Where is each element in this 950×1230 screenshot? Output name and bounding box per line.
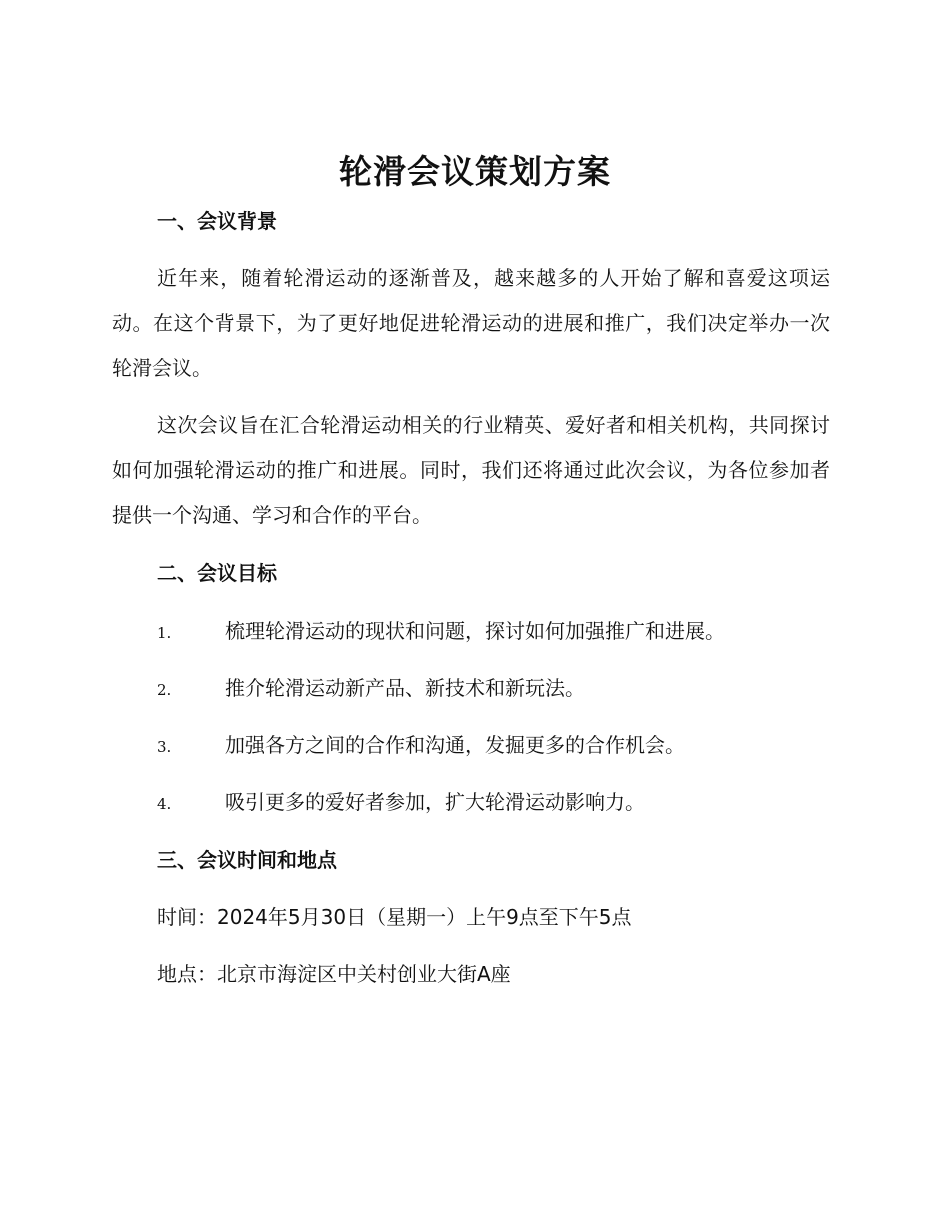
goal-list-text: 梳理轮滑运动的现状和问题，探讨如何加强推广和进展。 <box>225 619 725 643</box>
section-heading-goals: 二、会议目标 <box>157 561 277 585</box>
goal-list-number: 4. <box>157 795 172 813</box>
goal-list-text: 吸引更多的爱好者参加，扩大轮滑运动影响力。 <box>225 790 645 814</box>
goal-list-item <box>157 617 837 647</box>
meeting-time: 时间：2024年5月30日（星期一）上午9点至下午5点 <box>157 905 632 929</box>
goal-list-item <box>157 674 837 704</box>
meeting-location: 地点：北京市海淀区中关村创业大街A座 <box>157 962 511 986</box>
background-paragraph-1: 近年来，随着轮滑运动的逐渐普及，越来越多的人开始了解和喜爱这项运动。在这个背景下，为了更好地促进轮滑运动的进展和推广，我们决定举办一次轮滑会议。 <box>112 266 830 380</box>
goal-list-text: 加强各方之间的合作和沟通，发掘更多的合作机会。 <box>225 733 685 757</box>
goal-list-number: 3. <box>157 738 172 756</box>
document-title: 轮滑会议策划方案 <box>339 152 611 191</box>
goal-list-text: 推介轮滑运动新产品、新技术和新玩法。 <box>225 676 585 700</box>
section-heading-time-place: 三、会议时间和地点 <box>157 848 337 872</box>
goal-list-number: 1. <box>157 624 172 642</box>
section-heading-background: 一、会议背景 <box>157 209 277 233</box>
goal-list-item <box>157 731 837 761</box>
background-paragraph-2: 这次会议旨在汇合轮滑运动相关的行业精英、爱好者和相关机构，共同探讨如何加强轮滑运动的推广和进展。同时，我们还将通过此次会议，为各位参加者提供一个沟通、学习和合作的平台。 <box>112 413 830 527</box>
goal-list-item <box>157 788 837 818</box>
goal-list-number: 2. <box>157 681 172 699</box>
